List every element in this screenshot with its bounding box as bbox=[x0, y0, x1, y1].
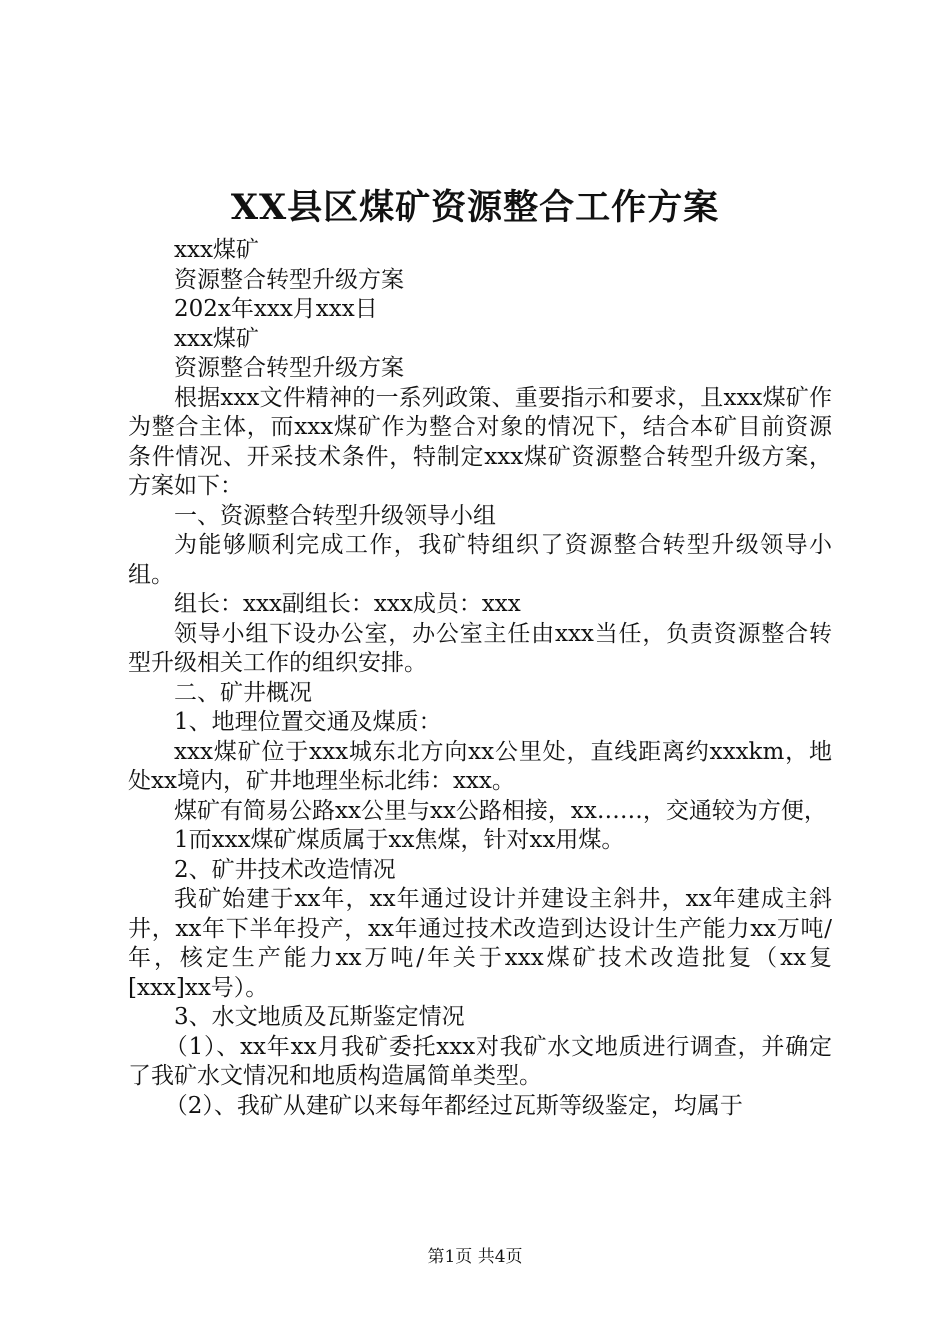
paragraph-office: 领导小组下设办公室，办公室主任由xxx当任，负责资源整合转型升级相关工作的组织安排。 bbox=[128, 620, 832, 676]
paragraph-leading-group: 为能够顺利完成工作，我矿特组织了资源整合转型升级领导小组。 bbox=[128, 532, 832, 588]
section-heading-2: 二、矿井概况 bbox=[174, 679, 312, 706]
paragraph-location: xxx煤矿位于xxx城东北方向xx公里处，直线距离约xxxkm，地处xx境内，矿井地理坐标北纬：xxx。 bbox=[128, 738, 832, 794]
paragraph-intro: 根据xxx文件精神的一系列政策、重要指示和要求，且xxx煤矿作为整合主体，而xxx煤矿作为整合对象的情况下，结合本矿目前资源条件情况、开采技术条件，特制定xxx煤矿资源整合转型升级方案，方案如下： bbox=[128, 384, 832, 499]
paragraph-members: 组长：xxx副组长：xxx成员：xxx bbox=[174, 591, 521, 617]
section-heading-1: 一、资源整合转型升级领导小组 bbox=[174, 502, 496, 529]
paragraph-coal-quality: 1而xxx煤矿煤质属于xx焦煤，针对xx用煤。 bbox=[174, 827, 625, 853]
document-title: XX县区煤矿资源整合工作方案 bbox=[230, 187, 720, 228]
paragraph-mine-name-2: xxx煤矿 bbox=[174, 325, 259, 352]
subheading-hydro: 3、水文地质及瓦斯鉴定情况 bbox=[174, 1004, 465, 1030]
paragraph-hydro-1: （1）、xx年xx月我矿委托xxx对我矿水文地质进行调查，并确定了我矿水文情况和地质构造属简单类型。 bbox=[128, 1033, 832, 1089]
page-footer: 第1页 共4页 bbox=[427, 1247, 523, 1267]
paragraph-hydro-2: （2）、我矿从建矿以来每年都经过瓦斯等级鉴定，均属于 bbox=[164, 1092, 743, 1119]
subheading-technical: 2、矿井技术改造情况 bbox=[174, 856, 396, 883]
paragraph-plan-name: 资源整合转型升级方案 bbox=[174, 266, 404, 293]
document-body bbox=[128, 236, 832, 1121]
paragraph-date: 202x年xxx月xxx日 bbox=[174, 296, 378, 322]
paragraph-plan-name-2: 资源整合转型升级方案 bbox=[174, 355, 404, 381]
paragraph-mine-name: xxx煤矿 bbox=[174, 237, 259, 263]
paragraph-technical: 我矿始建于xx年，xx年通过设计并建设主斜井，xx年建成主斜井，xx年下半年投产，xx年通过技术改造到达设计生产能力xx万吨/年，核定生产能力xx万吨/年关于xxx煤矿技术改造批复（xx复[xxx]xx号）。 bbox=[128, 886, 832, 1001]
subheading-location: 1、地理位置交通及煤质： bbox=[174, 709, 442, 735]
paragraph-transport: 煤矿有简易公路xx公里与xx公路相接，xx……，交通较为方便， bbox=[174, 797, 827, 824]
